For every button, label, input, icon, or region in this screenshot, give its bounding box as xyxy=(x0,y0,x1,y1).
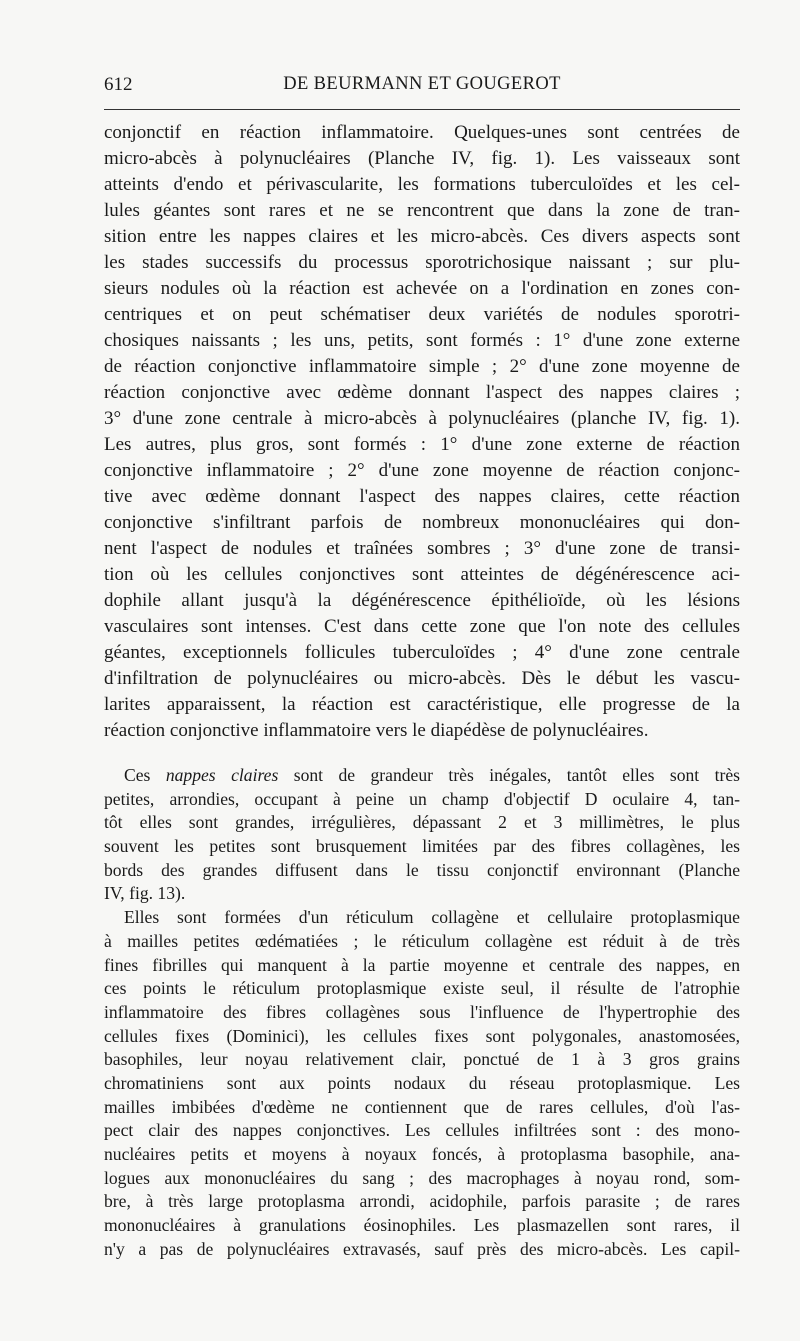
page-header xyxy=(104,70,740,100)
text-line: réaction conjonctive inflammatoire vers le diapédèse de polynucléaires. xyxy=(104,720,649,741)
text-line: conjonctive inflammatoire ; 2° d'une zone moyenne de réaction conjonc- xyxy=(104,460,740,481)
text-line: bords des grandes diffusent dans le tissu conjonctif environnant (Planche xyxy=(104,859,740,880)
text-line: n'y a pas de polynucléaires extravasés, sauf près des micro-abcès. Les capil- xyxy=(104,1238,740,1259)
paragraph-2 xyxy=(104,764,740,906)
text-line: tion où les cellules conjonctives sont atteintes de dégénérescence aci- xyxy=(104,564,740,585)
text-line: souvent les petites sont brusquement limitées par des fibres collagènes, les xyxy=(104,836,740,857)
text-line: basophiles, leur noyau relativement clair, ponctué de 1 à 3 gros grains xyxy=(104,1049,740,1070)
text-line: conjonctif en réaction inflammatoire. Quelques-unes sont centrées de xyxy=(104,122,740,143)
text-line: à mailles petites œdématiées ; le réticulum collagène est réduit à de très xyxy=(104,930,740,951)
text-line: tôt elles sont grandes, irrégulières, dépassant 2 et 3 millimètres, le plus xyxy=(104,812,740,833)
text-line: Elles sont formées d'un réticulum collagène et cellulaire protoplasmique xyxy=(124,907,740,928)
text-line: lules géantes sont rares et ne se rencontrent que dans la zone de tran- xyxy=(104,200,740,221)
text-line: larites apparaissent, la réaction est caractéristique, elle progresse de la xyxy=(104,694,740,715)
text-line: mailles imbibées d'œdème ne contiennent que de rares cellules, d'où l'as- xyxy=(104,1096,740,1117)
paragraph-gap xyxy=(104,744,740,764)
running-title: DE BEURMANN ET GOUGEROT xyxy=(283,74,561,94)
text-line: sition entre les nappes claires et les micro-abcès. Ces divers aspects sont xyxy=(104,226,740,247)
text-line: réaction conjonctive avec œdème donnant l'aspect des nappes claires ; xyxy=(104,382,740,403)
text-line: petites, arrondies, occupant à peine un champ d'objectif D oculaire 4, tan- xyxy=(104,788,740,809)
text-line: inflammatoire des fibres collagènes sous l'influence de l'hypertrophie des xyxy=(104,1001,740,1022)
text-line: chosiques naissants ; les uns, petits, sont formés : 1° d'une zone externe xyxy=(104,330,740,351)
paragraph-3 xyxy=(104,906,740,1261)
text-line: Les autres, plus gros, sont formés : 1° d'une zone externe de réaction xyxy=(104,434,740,455)
text-line: les stades successifs du processus sporotrichosique naissant ; sur plu- xyxy=(104,252,740,273)
italic-term: nappes claires xyxy=(165,765,279,785)
text-line: micro-abcès à polynucléaires (Planche IV, fig. 1). Les vaisseaux sont xyxy=(104,148,740,169)
text-line: conjonctive s'infiltrant parfois de nombreux mononucléaires qui don- xyxy=(104,512,740,533)
text-line: pect clair des nappes conjonctives. Les cellules infiltrées sont : des mono- xyxy=(104,1120,740,1141)
header-rule xyxy=(104,109,740,110)
text-line xyxy=(104,764,740,788)
text-line: d'infiltration de polynucléaires ou micro-abcès. Dès le début les vascu- xyxy=(104,668,740,689)
text-line: géantes, exceptionnels follicules tuberculoïdes ; 4° d'une zone centrale xyxy=(104,642,740,663)
text-line: centriques et on peut schématiser deux variétés de nodules sporotri- xyxy=(104,304,740,325)
text-line: 3° d'une zone centrale à micro-abcès à polynucléaires (planche IV, fig. 1). xyxy=(104,408,740,429)
paragraph-1 xyxy=(104,120,740,744)
text-line: de réaction conjonctive inflammatoire simple ; 2° d'une zone moyenne de xyxy=(104,356,740,377)
text-line: IV, fig. 13). xyxy=(104,883,186,904)
text-line: ces points le réticulum protoplasmique existe seul, il résulte de l'atrophie xyxy=(104,978,740,999)
text-fragment: sont de grandeur très inégales, tantôt elles sont très xyxy=(278,765,740,785)
text-line: chromatiniens sont aux points nodaux du réseau protoplasmique. Les xyxy=(104,1072,740,1093)
text-fragment: Ces xyxy=(124,765,166,785)
text-line: vasculaires sont intenses. C'est dans cette zone que l'on note des cellules xyxy=(104,616,740,637)
text-line: nucléaires petits et moyens à noyaux foncés, à protoplasma basophile, ana- xyxy=(104,1144,740,1164)
text-line: tive avec œdème donnant l'aspect des nappes claires, cette réaction xyxy=(104,486,740,507)
text-line: cellules fixes (Dominici), les cellules fixes sont polygonales, anastomosées, xyxy=(104,1025,740,1046)
text-line: nent l'aspect de nodules et traînées sombres ; 3° d'une zone de transi- xyxy=(104,538,740,559)
text-line: mononucléaires à granulations éosinophiles. Les plasmazellen sont rares, il xyxy=(104,1215,740,1236)
text-line: sieurs nodules où la réaction est achevée on a l'ordination en zones con- xyxy=(104,278,740,299)
text-line: logues aux mononucléaires du sang ; des macrophages à noyau rond, som- xyxy=(104,1167,740,1188)
text-line: fines fibrilles qui manquent à la partie moyenne et centrale des nappes, en xyxy=(104,954,740,975)
text-line: dophile allant jusqu'à la dégénérescence épithélioïde, où les lésions xyxy=(104,590,740,611)
body-text xyxy=(104,120,740,1261)
page-number: 612 xyxy=(104,74,133,95)
text-line: atteints d'endo et périvascularite, les formations tuberculoïdes et les cel- xyxy=(104,174,740,195)
text-line: bre, à très large protoplasma arrondi, acidophile, parfois parasite ; de rares xyxy=(104,1191,740,1212)
